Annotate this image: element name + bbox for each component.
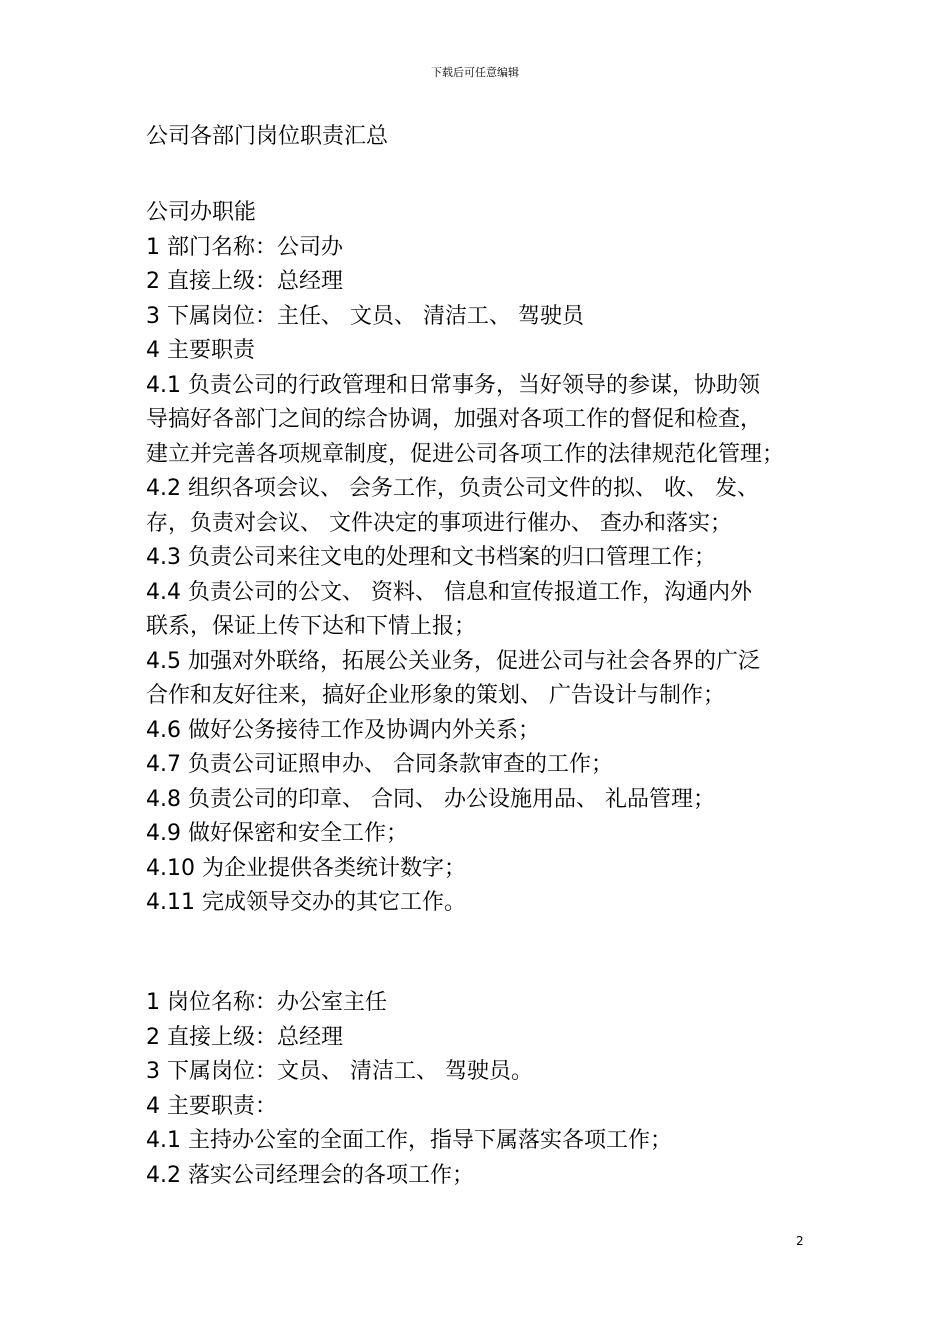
text-line: 4.2 组织各项会议、 会务工作，负责公司文件的拟、 收、 发、 bbox=[146, 476, 759, 501]
text-line: 4.5 加强对外联络，拓展公关业务，促进公司与社会各界的广泛 bbox=[146, 648, 760, 674]
page-header: 下载后可任意编辑 bbox=[431, 66, 519, 79]
text-line: 4 主要职责 bbox=[146, 338, 255, 363]
text-line: 4.10 为企业提供各类统计数字； bbox=[146, 855, 466, 881]
text-line: 4.1 负责公司的行政管理和日常事务，当好领导的参谋，协助领 bbox=[146, 372, 760, 398]
text-line: 联系，保证上传下达和下情上报； bbox=[146, 614, 477, 639]
text-line: 2 直接上级：总经理 bbox=[146, 269, 343, 294]
text-line: 1 部门名称：公司办 bbox=[146, 234, 343, 260]
text-line: 4.1 主持办公室的全面工作，指导下属落实各项工作； bbox=[146, 1128, 672, 1153]
section-company-office-functions bbox=[146, 196, 826, 921]
text-line: 4 主要职责： bbox=[146, 1093, 277, 1119]
text-line: 4.2 落实公司经理会的各项工作； bbox=[146, 1162, 474, 1188]
text-line: 1 岗位名称：办公室主任 bbox=[146, 990, 387, 1015]
text-line: 4.8 负责公司的印章、 合同、 办公设施用品、 礼品管理； bbox=[146, 786, 715, 812]
document-title: 公司各部门岗位职责汇总 bbox=[146, 124, 389, 149]
text-line: 建立并完善各项规章制度，促进公司各项工作的法律规范化管理； bbox=[146, 441, 785, 467]
text-line: 公司办职能 bbox=[146, 200, 257, 225]
text-line: 2 直接上级：总经理 bbox=[146, 1024, 343, 1050]
text-line: 4.6 做好公务接待工作及协调内外关系； bbox=[146, 717, 540, 743]
text-line: 导搞好各部门之间的综合协调，加强对各项工作的督促和检查， bbox=[146, 407, 763, 432]
text-line: 4.9 做好保密和安全工作； bbox=[146, 821, 408, 846]
text-line: 3 下属岗位：主任、 文员、 清洁工、 驾驶员 bbox=[146, 303, 584, 329]
text-line: 4.7 负责公司证照申办、 合同条款审查的工作； bbox=[146, 752, 613, 777]
text-line: 4.11 完成领导交办的其它工作。 bbox=[146, 890, 466, 915]
text-line: 3 下属岗位：文员、 清洁工、 驾驶员。 bbox=[146, 1059, 533, 1084]
text-line: 4.3 负责公司来往文电的处理和文书档案的归口管理工作； bbox=[146, 545, 716, 570]
text-line: 合作和友好往来，搞好企业形象的策划、 广告设计与制作； bbox=[146, 683, 725, 708]
page-number: 2 bbox=[796, 1234, 804, 1248]
text-line: 存，负责对会议、 文件决定的事项进行催办、 查办和落实； bbox=[146, 510, 732, 536]
section-office-director bbox=[146, 986, 826, 1193]
text-line: 4.4 负责公司的公文、 资料、 信息和宣传报道工作，沟通内外 bbox=[146, 579, 752, 605]
